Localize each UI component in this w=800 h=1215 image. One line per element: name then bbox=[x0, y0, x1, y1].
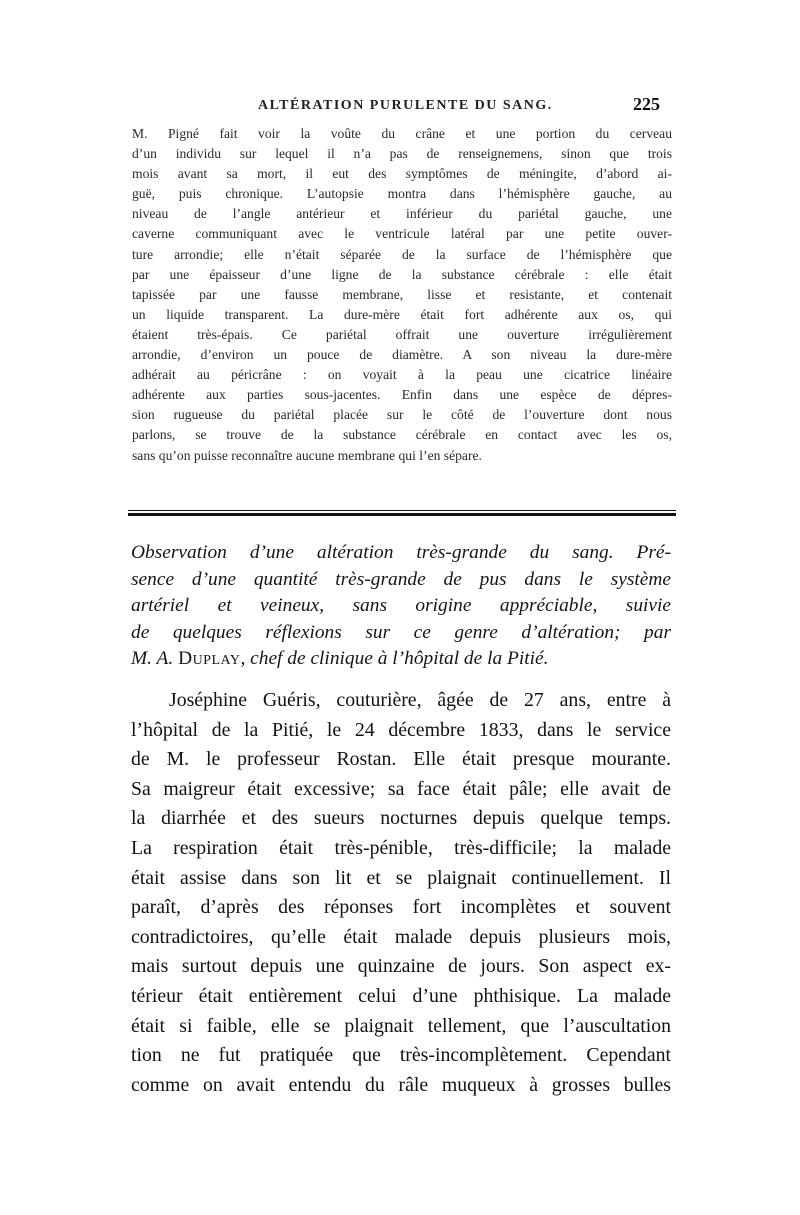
text-line: caverne communiquant avec le ventricule latéral par une petite ouver- bbox=[132, 226, 672, 242]
text-line: la diarrhée et des sueurs nocturnes depuis quelque temps. bbox=[131, 807, 671, 830]
text-line: parlons, se trouve de la substance cérébrale en contact avec les os, bbox=[132, 427, 672, 443]
author-name: Duplay bbox=[178, 648, 241, 669]
observation-title bbox=[131, 540, 671, 673]
text-line: d’un individu sur lequel il n’a pas de renseignemens, sinon que trois bbox=[132, 146, 672, 162]
text-line: tion ne fut pratiquée que très-incomplètement. Cependant bbox=[131, 1044, 671, 1067]
text-line: guë, puis chronique. L’autopsie montra dans l’hémisphère gauche, au bbox=[132, 186, 672, 202]
text-line: comme on avait entendu du râle muqueux à grosses bulles bbox=[131, 1073, 671, 1096]
page-number: 225 bbox=[633, 94, 660, 114]
text-line: de M. le professeur Rostan. Elle était presque mourante. bbox=[131, 748, 671, 771]
text-line: adhérente aux parties sous-jacentes. Enfin dans une espèce de dépres- bbox=[132, 387, 672, 403]
text-line: mois avant sa mort, il eut des symptômes de méningite, d’abord ai- bbox=[132, 166, 672, 182]
title-line: sence d’une quantité très-grande de pus dans le système bbox=[131, 568, 671, 590]
text-line: sion rugueuse du pariétal placée sur le côté de l’ouverture dont nous bbox=[132, 407, 672, 423]
text-line: La respiration était très-pénible, très-difficile; la malade bbox=[131, 836, 671, 859]
text-line: ture arrondie; elle n’était séparée de la surface de l’hémisphère que bbox=[132, 246, 672, 262]
text-line: par une épaisseur d’une ligne de la substance cérébrale : elle était bbox=[132, 266, 672, 282]
text-line: était si faible, elle se plaignait tellement, que l’auscultation bbox=[131, 1014, 671, 1037]
running-head bbox=[130, 94, 660, 122]
text-line: M. Pigné fait voir la voûte du crâne et une portion du cerveau bbox=[132, 126, 672, 141]
running-title: ALTÉRATION PURULENTE DU SANG. bbox=[258, 98, 553, 113]
text-line: adhérait au péricrâne : on voyait à la peau une cicatrice linéaire bbox=[132, 367, 672, 383]
text-line: Sa maigreur était excessive; sa face était pâle; elle avait de bbox=[131, 777, 671, 800]
title-line: Observation d’une altération très-grande du sang. Pré- bbox=[131, 542, 671, 563]
text-line: térieur était entièrement celui d’une phthisique. La malade bbox=[131, 984, 671, 1007]
text-line: tapissée par une fausse membrane, lisse et resistante, et contenait bbox=[132, 286, 672, 302]
text-line: arrondie, d’environ un pouce de diamètre. A son niveau la dure-mère bbox=[132, 347, 672, 363]
text-line: un liquide transparent. La dure-mère était fort adhérente aux os, qui bbox=[132, 306, 672, 322]
text-line: était assise dans son lit et se plaignait continuellement. Il bbox=[131, 866, 671, 889]
section-divider-thin bbox=[128, 510, 676, 511]
title-line: artériel et veineux, sans origine appréciable, suivie bbox=[131, 595, 671, 616]
text-line: niveau de l’angle antérieur et inférieur du pariétal gauche, une bbox=[132, 206, 672, 222]
text-line: sans qu’on puisse reconnaître aucune membrane qui l’en sépare. bbox=[132, 447, 482, 463]
text-line: mais surtout depuis une quinzaine de jours. Son aspect ex- bbox=[131, 955, 671, 978]
title-line: de quelques réflexions sur ce genre d’altération; par bbox=[131, 621, 671, 643]
text-line: contradictoires, qu’elle était malade depuis plusieurs mois, bbox=[131, 925, 671, 948]
observation-body bbox=[131, 686, 671, 1100]
text-line: Joséphine Guéris, couturière, âgée de 27 ans, entre à bbox=[169, 689, 671, 711]
author-prefix: M. A. bbox=[131, 648, 174, 669]
case-note-paragraph bbox=[132, 124, 672, 466]
text-line: paraît, d’après des réponses fort incomplètes et souvent bbox=[131, 896, 671, 919]
section-divider-thick bbox=[128, 513, 676, 516]
text-line: l’hôpital de la Pitié, le 24 décembre 1833, dans le service bbox=[131, 718, 671, 741]
author-suffix: , chef de clinique à l’hôpital de la Pitié. bbox=[240, 648, 549, 669]
text-line: étaient très-épais. Ce pariétal offrait une ouverture irrégulièrement bbox=[132, 326, 672, 342]
author-line bbox=[131, 646, 671, 673]
